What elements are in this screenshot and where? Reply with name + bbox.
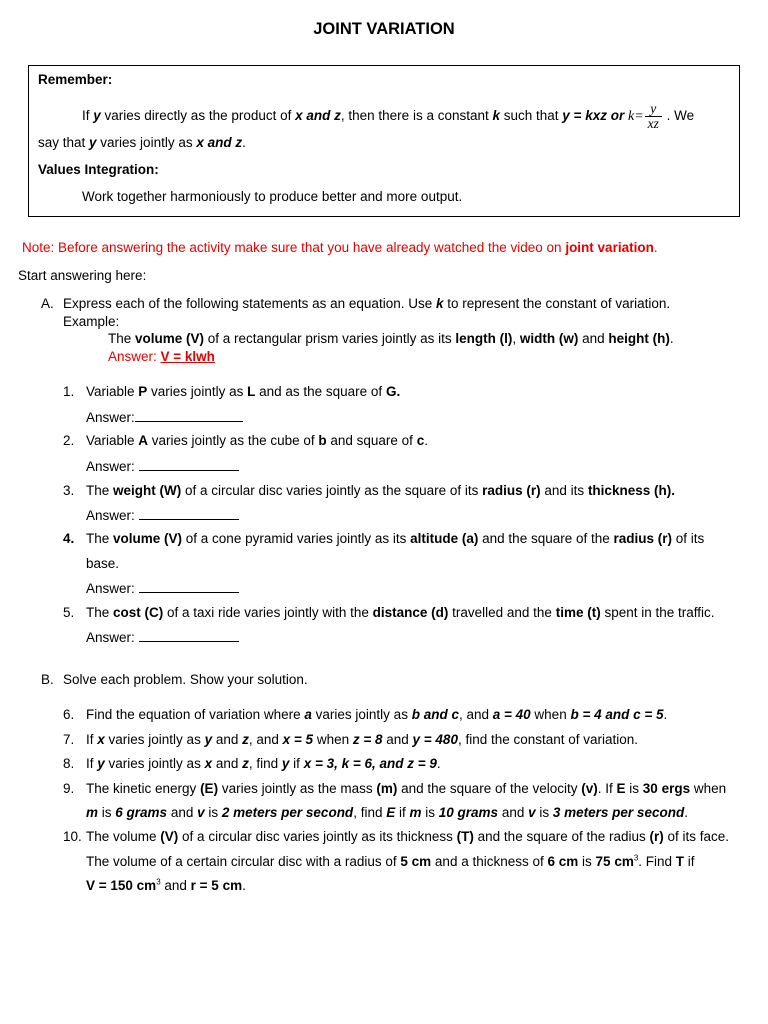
q2-answer: Answer: (86, 458, 239, 474)
q6-number: 6. (63, 707, 75, 722)
answer-blank[interactable] (139, 629, 239, 642)
q5-number: 5. (63, 605, 75, 620)
q4-number: 4. (63, 531, 75, 546)
answer-blank[interactable] (139, 580, 239, 593)
q4-text: The volume (V) of a cone pyramid varies jointly as its altitude (a) and the square of the radius (r) of its (86, 531, 705, 546)
q6-text: Find the equation of variation where a varies jointly as b and c, and a = 40 when b = 4 and c = 5. (86, 707, 668, 722)
q7-text: If x varies jointly as y and z, and x = 5 when z = 8 and y = 480, find the constant of variation. (86, 732, 639, 747)
part-a-marker: A. (41, 296, 54, 311)
k-variable: k (627, 109, 635, 124)
q1-text: Variable P varies jointly as L and as the square of G. (86, 384, 401, 399)
q10-number: 10. (63, 829, 82, 844)
start-label: Start answering here: (18, 268, 147, 283)
part-b-marker: B. (41, 672, 54, 687)
example-answer: Answer: V = klwh (108, 349, 215, 364)
q9-text: The kinetic energy (E) varies jointly as the mass (m) and the square of the velocity (v). If E is 30 ergs when (86, 781, 727, 796)
answer-blank[interactable] (139, 458, 239, 471)
note-text: Note: Before answering the activity make sure that you have already watched the video on joint variation. (22, 240, 658, 255)
q3-number: 3. (63, 483, 75, 498)
q2-number: 2. (63, 433, 75, 448)
q4-text-line2: base. (86, 556, 120, 571)
q10-text: The volume (V) of a circular disc varies jointly as its thickness (T) and the square of the radius (r) of its face. (86, 829, 730, 844)
q1-number: 1. (63, 384, 75, 399)
k-fraction (645, 102, 662, 131)
q5-answer: Answer: (86, 629, 239, 645)
remember-rule-line1: If y varies directly as the product of x and z, then there is a constant k such that y = kxz or k= $\frac{y}{xz}$ . We (82, 100, 695, 131)
q9-number: 9. (63, 781, 75, 796)
q8-text: If y varies jointly as x and z, find y if x = 3, k = 6, and z = 9. (86, 756, 441, 771)
answer-blank[interactable] (135, 409, 243, 422)
q3-answer: Answer: (86, 507, 239, 523)
part-a-instructions: Express each of the following statements as an equation. Use k to represent the constant of variation. (63, 296, 671, 311)
example-label: Example: (63, 314, 120, 329)
values-heading: Values Integration: (38, 162, 159, 177)
q10-text-line2: The volume of a certain circular disc with a radius of 5 cm and a thickness of 6 cm is 75 $cm^3$. Find T if (86, 853, 695, 869)
values-text: Work together harmoniously to produce better and more output. (82, 189, 463, 204)
answer-blank[interactable] (139, 507, 239, 520)
remember-heading: Remember: (38, 72, 113, 87)
q5-text: The cost (C) of a taxi ride varies jointly with the distance (d) travelled and the time (t) spent in the traffic. (86, 605, 715, 620)
example-statement: The volume (V) of a rectangular prism varies jointly as its length (l), width (w) and height (h). (108, 331, 674, 346)
remember-rule-line2: say that y varies jointly as x and z. (38, 135, 246, 150)
fraction-denominator: xz (647, 115, 659, 131)
q1-answer: Answer: (86, 409, 243, 425)
q7-number: 7. (63, 732, 75, 747)
part-b-instructions: Solve each problem. Show your solution. (63, 672, 308, 687)
q8-number: 8. (63, 756, 75, 771)
q3-text: The weight (W) of a circular disc varies jointly as the square of its radius (r) and its thickness (h). (86, 483, 675, 498)
q2-text: Variable A varies jointly as the cube of b and square of c. (86, 433, 428, 448)
fraction-numerator: y (645, 102, 662, 117)
q9-text-line2: m is 6 grams and v is 2 meters per second, find E if m is 10 grams and v is 3 meters per second. (86, 805, 688, 820)
page-title: JOINT VARIATION (313, 20, 455, 38)
q10-text-line3: V = 150 $cm^3$ and r = 5 cm. (86, 877, 246, 893)
q4-answer: Answer: (86, 580, 239, 596)
